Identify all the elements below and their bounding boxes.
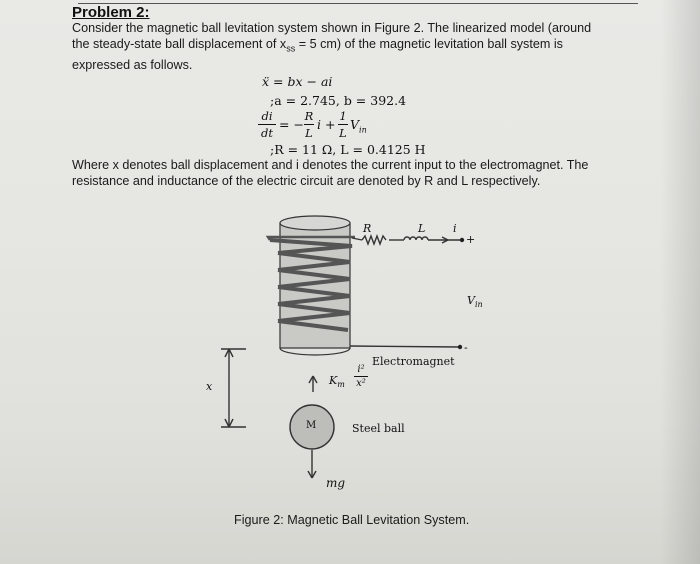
equation-1: ẍ = bx − ai	[262, 74, 333, 89]
equation-4: ;R = 11 Ω, L = 0.4125 H	[270, 142, 426, 157]
displacement-dimension	[221, 349, 246, 427]
gravity-arrow	[308, 450, 316, 478]
magnetic-force-arrow	[309, 376, 317, 392]
label-vin: $V_{in}$	[467, 294, 483, 310]
label-inductor: L	[418, 222, 426, 235]
label-km: $K_m$	[329, 374, 345, 390]
label-electromagnet: Electromagnet	[372, 355, 455, 368]
terminal-plus	[460, 238, 464, 242]
label-current: i	[453, 222, 457, 235]
frac-di-dt: di dt	[258, 109, 276, 140]
intro-line-3: expressed as follows.	[72, 57, 193, 72]
label-weight: mg	[326, 476, 346, 490]
label-mass: M	[306, 420, 317, 431]
frac-r-l: R L	[304, 109, 314, 140]
label-resistor: R	[363, 222, 372, 235]
frac-1-l: 1 L	[339, 109, 347, 140]
intro-line-1: Consider the magnetic ball levitation system shown in Figure 2. The linearized model (around	[72, 21, 592, 35]
label-steel-ball: Steel ball	[352, 422, 405, 435]
label-plus: +	[466, 233, 476, 246]
label-force-fraction: i² x²	[354, 364, 368, 389]
label-displacement: x	[206, 380, 213, 393]
description-line-2: resistance and inductance of the electric circuit are denoted by R and L respectively.	[72, 174, 541, 188]
intro-line-2: the steady-state ball displacement of $x_{ss} = 5$ cm) of the magnetic levitation ball system is	[72, 37, 563, 54]
terminal-minus	[458, 345, 462, 349]
figure-caption: Figure 2: Magnetic Ball Levitation System.	[234, 513, 470, 527]
problem-title: Problem 2:	[72, 4, 150, 21]
circuit-bottom-wire	[350, 346, 460, 347]
equation-2: ;a = 2.745, b = 392.4	[270, 93, 407, 108]
description-line-1: Where x denotes ball displacement and i denotes the current input to the electromagnet. The	[72, 158, 589, 172]
circuit-top-wire	[352, 236, 462, 244]
document-page: Problem 2: Consider the magnetic ball levitation system shown in Figure 2. The linearized model (around the steady-state ball displacement of $x_{ss} = 5$ cm) of the magnetic levitation ball system is expressed as follows. ẍ = bx − ai ;a = 2.745, b = 392.4 di dt = − R L i + 1 L $V_{in}$ ;R = 11 Ω, L = 0.4125 H Where x denotes ball displacement and i denotes the current input to the electromagnet. The resistance and inductance of the electric circuit are denoted by R and L respectively. R L i + - $V_{in}$ Electromagnet x $K_m$ i² x² M Steel ball mg Figure 2: Magnetic Ball Levitation System.	[0, 0, 700, 564]
label-minus: -	[464, 341, 468, 354]
